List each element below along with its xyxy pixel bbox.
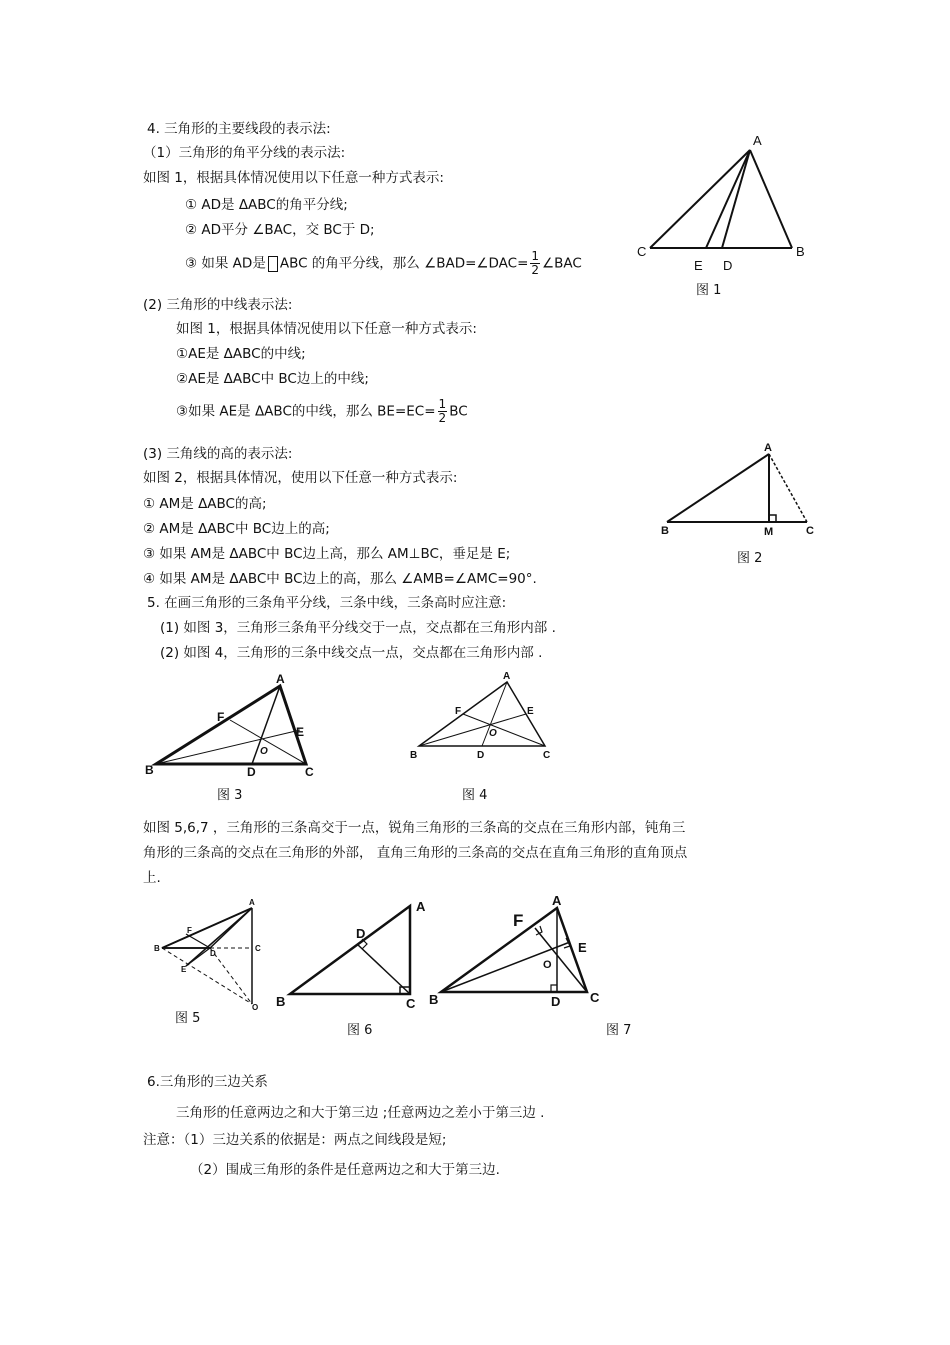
- median-title: (2) 三角形的中线表示法:: [143, 297, 293, 313]
- fig4-label-b: B: [410, 750, 418, 761]
- altitude-item-4: ④ 如果 AM是 ΔABC中 BC边上的高，那么 ∠AMB=∠AMC=90°.: [143, 571, 537, 587]
- fig2-label-c: C: [806, 525, 814, 537]
- fig3-label-e: E: [296, 725, 305, 739]
- figure-6: [270, 894, 440, 1014]
- fig3-label-o: O: [260, 746, 268, 757]
- fig5-label-e: E: [181, 965, 187, 974]
- median-item-3: ③如果 AE是 ΔABC的中线，那么 BE=EC= $\frac{1}{2}$ BC: [176, 397, 468, 425]
- figure-3: [140, 672, 330, 782]
- fig3-caption: 图 3: [217, 788, 243, 803]
- fig4-label-a: A: [503, 671, 511, 682]
- fig7-label-f: F: [513, 911, 524, 930]
- section6-note-2: （2）围成三角形的条件是任意两边之和大于第三边.: [190, 1162, 500, 1178]
- fig6-caption: 图 6: [347, 1023, 373, 1038]
- altitude-paragraph-line-1: 如图 5,6,7 ，三角形的三条高交于一点，锐角三角形的三条高的交点在三角形内部，钝角三: [143, 820, 686, 836]
- section5-title: 5. 在画三角形的三条角平分线，三条中线，三条高时应注意:: [147, 595, 507, 611]
- bisector-intro: 如图 1，根据具体情况使用以下任意一种方式表示:: [143, 170, 444, 186]
- fig7-label-o: O: [543, 959, 552, 971]
- altitude-paragraph-line-3: 上.: [143, 870, 161, 886]
- figure-5: [148, 896, 268, 1016]
- fig3-label-f: F: [217, 710, 225, 724]
- fig4-label-e: E: [527, 706, 534, 717]
- triangle-symbol-box: [268, 256, 278, 272]
- altitude-item-3: ③ 如果 AM是 ΔABC中 BC边上高，那么 AM⊥BC，垂足是 E;: [143, 546, 511, 562]
- fig5-label-b: B: [154, 944, 160, 953]
- fig2-caption: 图 2: [737, 551, 763, 566]
- fig4-caption: 图 4: [462, 788, 488, 803]
- median-item-2: ②AE是 ΔABC中 BC边上的中线;: [176, 371, 369, 387]
- section5-item-2: (2) 如图 4，三角形的三条中线交点一点，交点都在三角形内部 .: [160, 645, 543, 661]
- fig1-label-a: A: [753, 133, 762, 148]
- fig6-label-c: C: [406, 996, 416, 1011]
- bisector-item-2: ② AD平分 ∠BAC，交 BC于 D;: [185, 222, 375, 238]
- fig1-label-d: D: [723, 258, 733, 273]
- bisector-title: （1）三角形的角平分线的表示法:: [143, 145, 346, 161]
- altitude-item-1: ① AM是 ΔABC的高;: [143, 496, 267, 512]
- fig7-label-a: A: [552, 893, 562, 908]
- fig6-label-a: A: [416, 899, 426, 914]
- fig7-label-d: D: [551, 994, 561, 1009]
- fig1-label-e: E: [694, 258, 703, 273]
- fig5-label-a: A: [249, 898, 255, 907]
- fig1-label-c: C: [637, 244, 647, 259]
- altitude-intro: 如图 2，根据具体情况，使用以下任意一种方式表示:: [143, 470, 458, 486]
- fig5-label-c: C: [255, 944, 261, 953]
- fig5-label-o: O: [252, 1003, 259, 1012]
- median-item-1: ①AE是 ΔABC的中线;: [176, 346, 306, 362]
- fig2-label-m: M: [764, 526, 774, 538]
- fig2-label-b: B: [661, 525, 669, 537]
- fig3-label-d: D: [247, 765, 256, 779]
- fig7-label-c: C: [590, 990, 600, 1005]
- bisector-item-1: ① AD是 ΔABC的角平分线;: [185, 197, 348, 213]
- fig1-label-b: B: [796, 244, 805, 259]
- fig4-label-d: D: [477, 750, 485, 761]
- fig3-label-c: C: [305, 765, 314, 779]
- fig7-caption: 图 7: [606, 1023, 632, 1038]
- fig3-label-b: B: [145, 763, 154, 777]
- section6-note-1: 注意：（1）三边关系的依据是：两点之间线段是短;: [143, 1132, 447, 1148]
- fig7-label-b: B: [429, 992, 439, 1007]
- section6-title: 6.三角形的三边关系: [147, 1074, 268, 1090]
- fig7-label-e: E: [578, 940, 587, 955]
- section5-item-1: (1) 如图 3，三角形三条角平分线交于一点，交点都在三角形内部 .: [160, 620, 556, 636]
- fig5-label-d: D: [210, 949, 216, 958]
- fig5-caption: 图 5: [175, 1011, 201, 1026]
- fig3-label-a: A: [276, 672, 285, 686]
- fig5-label-f: F: [187, 926, 192, 935]
- fig6-label-d: D: [356, 926, 366, 941]
- fig2-label-a: A: [764, 442, 772, 454]
- fig4-label-c: C: [543, 750, 551, 761]
- altitude-paragraph-line-2: 角形的三条高的交点在三角形的外部， 直角三角形的三条高的交点在直角三角形的直角顶点: [143, 845, 688, 861]
- fraction-half: $\frac{1}{2}$: [438, 397, 447, 425]
- fraction-half: $\frac{1}{2}$: [531, 249, 540, 277]
- fig4-label-f: F: [455, 706, 462, 717]
- altitude-title: (3) 三角线的高的表示法:: [143, 446, 293, 462]
- figure-4: [405, 668, 565, 768]
- figure-2: [655, 440, 825, 540]
- fig1-caption: 图 1: [696, 283, 722, 298]
- fig4-label-o: O: [489, 728, 497, 739]
- altitude-item-2: ② AM是 ΔABC中 BC边上的高;: [143, 521, 330, 537]
- section4-title: 4. 三角形的主要线段的表示法:: [147, 121, 331, 137]
- section6-line-1: 三角形的任意两边之和大于第三边 ;任意两边之差小于第三边 .: [176, 1105, 545, 1121]
- median-intro: 如图 1，根据具体情况使用以下任意一种方式表示:: [176, 321, 477, 337]
- bisector-item-3: ③ 如果 AD是 ABC 的角平分线，那么 ∠BAD=∠DAC= $\frac{1}{2}$ ∠BAC: [185, 249, 582, 277]
- figure-1: [630, 130, 820, 280]
- figure-7: [425, 890, 615, 1015]
- fig6-label-b: B: [276, 994, 286, 1009]
